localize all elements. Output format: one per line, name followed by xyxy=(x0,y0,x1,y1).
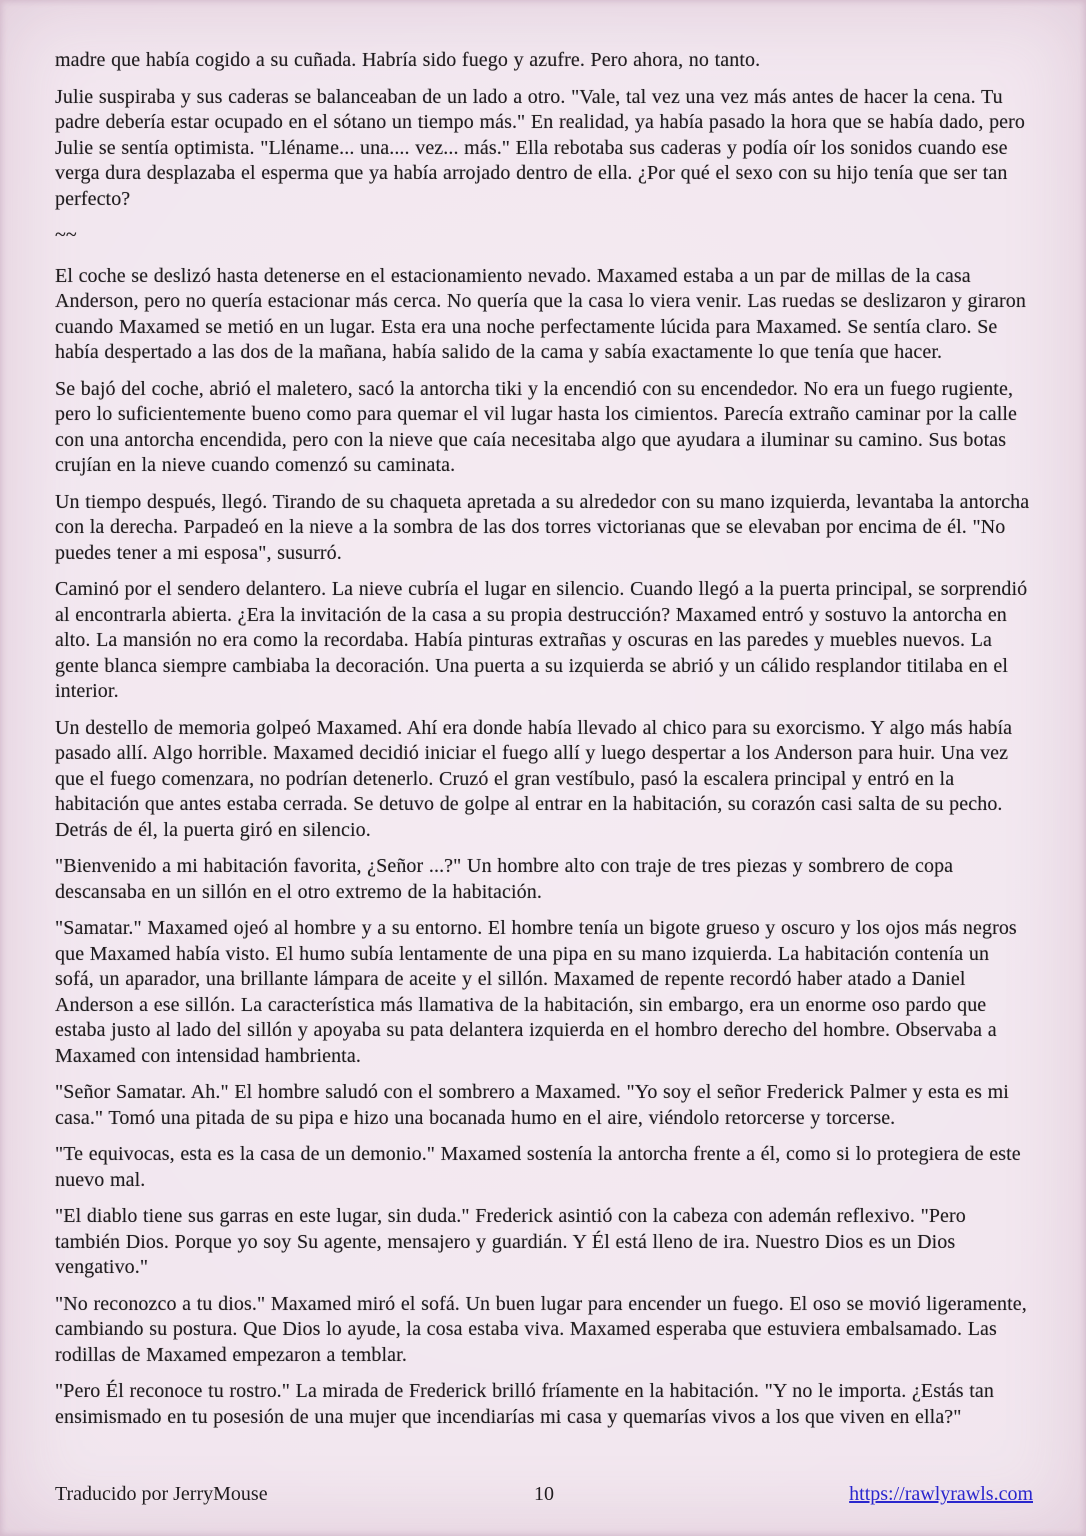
page-text xyxy=(55,48,1033,1441)
paragraph: "Te equivocas, esta es la casa de un demonio." Maxamed sostenía la antorcha frente a él, como si lo protegiera de este nuevo mal. xyxy=(55,1143,1021,1191)
translator-credit: Traducido por JerryMouse xyxy=(55,1483,268,1505)
paragraph: "El diablo tiene sus garras en este lugar, sin duda." Frederick asintió con la cabeza con ademán reflexivo. "Pero también Dios. Porque yo soy Su agente, mensajero y guardián. Y Él está lleno de ira. Nuestro Dios es un Dios vengativo." xyxy=(55,1205,966,1278)
paragraph: El coche se deslizó hasta detenerse en el estacionamiento nevado. Maxamed estaba a un par de millas de la casa Anderson, pero no quería estacionar más cerca. No quería que la casa lo viera venir. Las ruedas se deslizaron y giraron cuando Maxamed se metió en un lugar. Esta era una noche perfectamente lúcida para Maxamed. Se sentía claro. Se había despertado a las dos de la mañana, había salido de la cama y sabía exactamente lo que tenía que hacer. xyxy=(55,264,1026,363)
paragraph: Un tiempo después, llegó. Tirando de su chaqueta apretada a su alrededor con su mano izquierda, levantaba la antorcha con la derecha. Parpadeó en la nieve a la sombra de las dos torres victorianas que se elevaban por encima de él. "No puedes tener a mi esposa", susurró. xyxy=(55,490,1030,564)
paragraph: Un destello de memoria golpeó Maxamed. Ahí era donde había llevado al chico para su exorcismo. Y algo más había pasado allí. Algo horrible. Maxamed decidió iniciar el fuego allí y luego despertar a los Anderson para huir. Una vez que el fuego comenzara, no podrían detenerlo. Cruzó el gran vestíbulo, pasó la escalera principal y entró en la habitación que antes estaba cerrada. Se detuvo de golpe al entrar en la habitación, su corazón casi salta de su pecho. Detrás de él, la puerta giró en silencio. xyxy=(55,716,1013,841)
paragraph: "Bienvenido a mi habitación favorita, ¿Señor ...?" Un hombre alto con traje de tres piezas y sombrero de copa descansaba en un sillón en el otro extremo de la habitación. xyxy=(55,855,954,903)
source-link[interactable]: https://rawlyrawls.com xyxy=(849,1483,1033,1505)
section-divider: ~~ xyxy=(55,224,77,246)
paragraph: "No reconozco a tu dios." Maxamed miró el sofá. Un buen lugar para encender un fuego. El oso se movió ligeramente, cambiando su postura. Que Dios lo ayude, la cosa estaba viva. Maxamed esperaba que estuviera embalsamado. Las rodillas de Maxamed empezaron a temblar. xyxy=(55,1292,1027,1366)
page-footer xyxy=(55,1483,1033,1506)
paragraph: Julie suspiraba y sus caderas se balanceaban de un lado a otro. "Vale, tal vez una vez más antes de hacer la cena. Tu padre debería estar ocupado en el sótano un tiempo más." En realidad, ya había pasado la hora que se había dado, pero Julie se sentía optimista. "Lléname... una.... vez... más." Ella rebotaba sus caderas y podía oír los sonidos cuando ese verga dura desplazaba el esperma que ya había arrojado dentro de ella. ¿Por qué el sexo con su hijo tenía que ser tan perfecto? xyxy=(55,85,1026,210)
page-number: 10 xyxy=(534,1483,554,1505)
paragraph: "Pero Él reconoce tu rostro." La mirada de Frederick brilló fríamente en la habitación. "Y no le importa. ¿Estás tan ensimismado en tu posesión de una mujer que incendiarías mi casa y quemarías vivos a los que viven en ella?" xyxy=(55,1380,994,1428)
paragraph: Se bajó del coche, abrió el maletero, sacó la antorcha tiki y la encendió con su encendedor. No era un fuego rugiente, pero lo suficientemente bueno como para quemar el vil lugar hasta los cimientos. Parecía extraño caminar por la calle con una antorcha encendida, pero con la nieve que caía necesitaba algo que ayudara a iluminar su camino. Sus botas crujían en la nieve cuando comenzó su caminata. xyxy=(55,377,1017,476)
paragraph: madre que había cogido a su cuñada. Habría sido fuego y azufre. Pero ahora, no tanto. xyxy=(55,49,761,71)
paragraph: "Samatar." Maxamed ojeó al hombre y a su entorno. El hombre tenía un bigote grueso y oscuro y los ojos más negros que Maxamed había visto. El humo subía lentamente de una pipa en su mano izquierda. La habitación contenía un sofá, un aparador, una brillante lámpara de aceite y el sillón. Maxamed de repente recordó haber atado a Daniel Anderson a ese sillón. La característica más llamativa de la habitación, sin embargo, era un enorme oso pardo que estaba justo al lado del sillón y apoyaba su pata delantera izquierda en el hombro derecho del hombre. Observaba a Maxamed con intensidad hambrienta. xyxy=(55,917,1017,1067)
paragraph: "Señor Samatar. Ah." El hombre saludó con el sombrero a Maxamed. "Yo soy el señor Frederick Palmer y esta es mi casa." Tomó una pitada de su pipa e hizo una bocanada humo en el aire, viéndolo retorcerse y torcerse. xyxy=(55,1081,1009,1129)
paragraph: Caminó por el sendero delantero. La nieve cubría el lugar en silencio. Cuando llegó a la puerta principal, se sorprendió al encontrarla abierta. ¿Era la invitación de la casa a su propia destrucción? Maxamed entró y sostuvo la antorcha en alto. La mansión no era como la recordaba. Había pinturas extrañas y oscuras en las paredes y muebles nuevos. La gente blanca siempre cambiaba la decoración. Una puerta a su izquierda se abrió y un cálido resplandor titilaba en el interior. xyxy=(55,578,1028,702)
